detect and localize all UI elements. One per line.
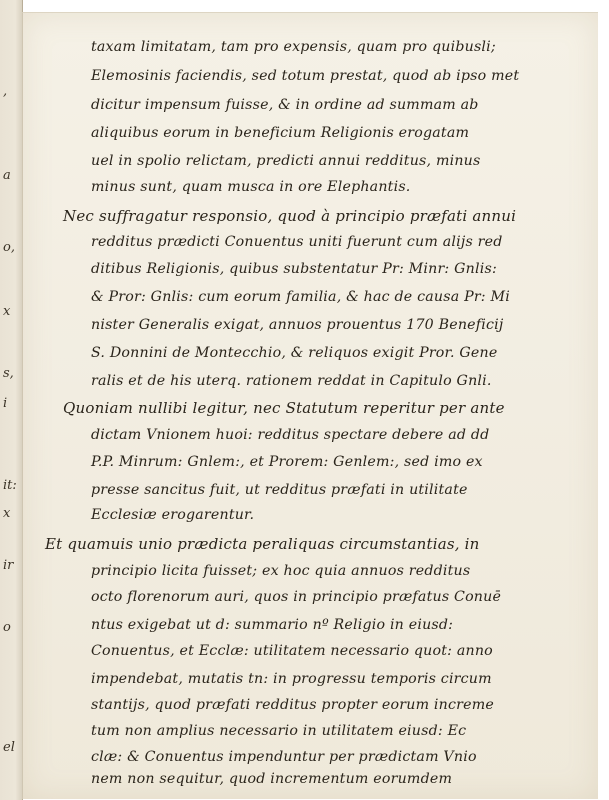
manuscript-line: uel in spolio relictam, predicti annui redditus, minus [91,153,481,169]
manuscript-line: Elemosinis faciendis, sed totum prestat, quod ab ipso met [91,68,520,84]
manuscript-line: S. Donnini de Montecchio, & reliquos exigit Pror. Gene [91,345,498,361]
manuscript-line: Quoniam nullibi legitur, nec Statutum reperitur per ante [63,399,505,417]
manuscript-line: Conuentus, et Ecclæ: utilitatem necessario quot: anno [91,643,493,659]
margin-fragment: o, [3,240,15,255]
manuscript-line: & Pror: Gnlis: cum eorum familia, & hac de causa Pr: Mi [91,289,510,305]
manuscript-line: ralis et de his uterq. rationem reddat in Capitulo Gnli. [91,373,492,389]
margin-fragment: a [3,168,11,183]
margin-fragment: ir [3,558,14,573]
manuscript-line: clæ: & Conuentus impenduntur per prædictam Vnio [91,749,477,765]
margin-fragment: i [3,396,8,411]
margin-fragment: , [3,84,8,99]
manuscript-line: taxam limitatam, tam pro expensis, quam pro quibusli; [91,39,496,55]
manuscript-line: impendebat, mutatis tn: in progressu temporis circum [91,671,492,687]
manuscript-line: dictam Vnionem huoi: redditus spectare debere ad dd [91,427,490,443]
manuscript-line: Et quamuis unio prædicta peraliquas circumstantias, in [45,535,480,553]
adjacent-page-edge [0,0,23,800]
manuscript-line: redditus prædicti Conuentus uniti fuerunt cum alijs red [91,234,503,250]
manuscript-line: Ecclesiæ erogarentur. [91,507,255,523]
margin-fragment: s, [3,366,14,381]
manuscript-line: Nec suffragatur responsio, quod à principio præfati annui [63,207,517,225]
manuscript-line: stantijs, quod præfati redditus propter eorum increme [91,697,494,713]
manuscript-line: nister Generalis exigat, annuos prouentus 170 Beneficij [91,317,504,333]
manuscript-text [23,13,598,799]
manuscript-line: ntus exigebat ut d: summario nº Religio in eiusd: [91,617,454,633]
margin-fragment: x [3,506,11,521]
manuscript-line: P.P. Minrum: Gnlem:, et Prorem: Genlem:, sed imo ex [91,454,483,470]
manuscript-line: nem non sequitur, quod incrementum eorumdem [91,771,453,787]
manuscript-line: tum non amplius necessario in utilitatem eiusd: Ec [91,723,467,739]
manuscript-line: minus sunt, quam musca in ore Elephantis. [91,179,411,195]
margin-fragment: x [3,304,11,319]
manuscript-line: principio licita fuisset; ex hoc quia annuos redditus [91,563,471,579]
manuscript-line: presse sancitus fuit, ut redditus præfati in utilitate [91,482,468,498]
manuscript-line: ditibus Religionis, quibus substentatur Pr: Minr: Gnlis: [91,261,497,277]
manuscript-line: dicitur impensum fuisse, & in ordine ad summam ab [91,97,479,113]
manuscript-line: octo florenorum auri, quos in principio præfatus Conuē [91,589,502,605]
manuscript-page [22,12,598,799]
margin-fragment: o [3,620,11,635]
margin-fragment: it: [3,478,17,493]
manuscript-line: aliquibus eorum in beneficium Religionis erogatam [91,125,470,141]
margin-fragment: el [3,740,15,755]
